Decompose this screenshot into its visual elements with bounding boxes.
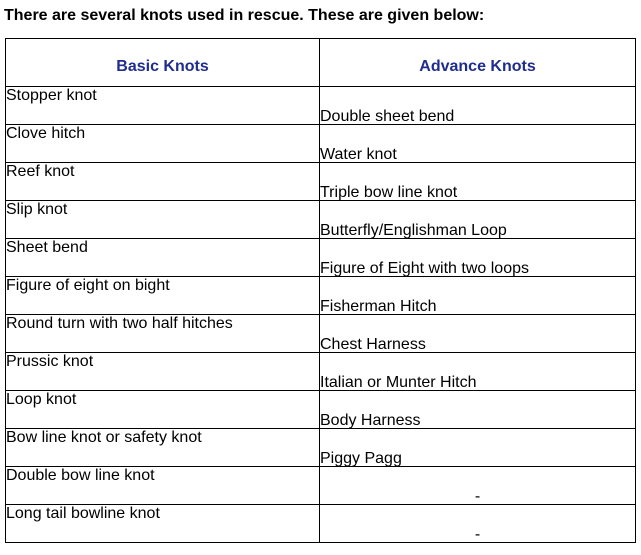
basic-knots-header: Basic Knots [6,39,320,87]
table-body [6,87,636,543]
advance-knot-cell [320,391,636,429]
advance-knot-cell [320,505,636,543]
table-row [6,353,636,391]
basic-knot-cell: Sheet bend [6,239,320,277]
basic-knot-cell: Figure of eight on bight [6,277,320,315]
table-row [6,315,636,353]
advance-knot-text: Italian or Munter Hitch [320,374,477,391]
basic-knot-cell: Slip knot [6,201,320,239]
advance-knot-text: Chest Harness [320,336,426,353]
table-row [6,87,636,125]
advance-knot-text: Water knot [320,146,397,163]
advance-knot-text: Butterfly/Englishman Loop [320,222,507,239]
advance-knot-text: Double sheet bend [320,108,455,125]
table-row [6,391,636,429]
table-row [6,277,636,315]
advance-knot-cell [320,315,636,353]
table-row [6,429,636,467]
advance-knot-text: - [474,526,481,543]
advance-knot-text: - [474,488,481,505]
advance-knot-cell [320,163,636,201]
basic-knot-cell: Bow line knot or safety knot [6,429,320,467]
advance-knot-cell [320,429,636,467]
knots-table [5,38,636,543]
advance-knots-header: Advance Knots [320,39,636,87]
advance-knot-cell [320,239,636,277]
advance-knot-text: Triple bow line knot [320,184,458,201]
advance-knot-cell [320,467,636,505]
advance-knot-text: Figure of Eight with two loops [320,260,529,277]
basic-knot-cell: Clove hitch [6,125,320,163]
basic-knot-cell: Round turn with two half hitches [6,315,320,353]
advance-knot-cell [320,201,636,239]
table-row [6,125,636,163]
basic-knot-cell: Loop knot [6,391,320,429]
basic-knot-cell: Double bow line knot [6,467,320,505]
advance-knot-cell [320,353,636,391]
table-header-row [6,39,636,87]
table-row [6,467,636,505]
basic-knot-cell: Prussic knot [6,353,320,391]
table-row [6,163,636,201]
table-row [6,505,636,543]
table-row [6,239,636,277]
table-row [6,201,636,239]
advance-knot-cell [320,87,636,125]
advance-knot-text: Body Harness [320,412,421,429]
advance-knot-cell [320,277,636,315]
advance-knot-cell [320,125,636,163]
intro-heading: There are several knots used in rescue. These are given below: [4,7,485,24]
basic-knot-cell: Long tail bowline knot [6,505,320,543]
basic-knot-cell: Stopper knot [6,87,320,125]
basic-knot-cell: Reef knot [6,163,320,201]
advance-knot-text: Fisherman Hitch [320,298,437,315]
advance-knot-text: Piggy Pagg [320,450,402,467]
